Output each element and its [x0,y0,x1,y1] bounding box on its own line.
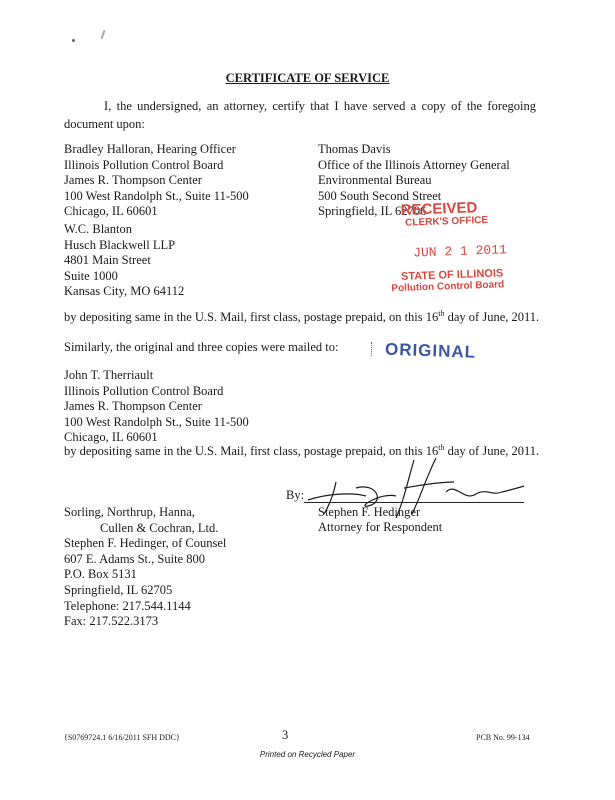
address-line: John T. Therriault [64,368,154,382]
firm-line: Cullen & Cochran, Ltd. [100,520,219,535]
signer-role: Attorney for Respondent [318,520,443,534]
page-title: CERTIFICATE OF SERVICE [225,71,390,85]
firm-line: Sorling, Northrup, Hanna, [64,505,195,519]
stamp-board: Pollution Control Board [391,279,505,295]
clerk-address [64,368,249,446]
address-line: Kansas City, MO 64112 [64,284,185,299]
address-line: James R. Thompson Center [64,173,202,188]
address-line: Chicago, IL 60601 [64,430,158,445]
address-line: 500 South Second Street [318,188,442,203]
address-line: Thomas Davis [318,142,391,156]
signer-name: Stephen F. Hedinger [318,505,421,519]
stamp-state: STATE OF ILLINOIS [400,267,504,283]
intro-paragraph: I, the undersigned, an attorney, certify that I have served a copy of the foregoing document upon: [64,99,536,131]
scan-speck [72,39,75,42]
address-line: 100 West Randolph St., Suite 11-500 [64,188,249,203]
stamp-received: RECEIVED [400,199,478,219]
firm-line: Springfield, IL 62705 [64,582,173,597]
stamp-clerks-office: CLERK'S OFFICE [404,214,489,229]
address-line: Suite 1000 [64,268,118,283]
address-line: Husch Blackwell LLP [64,237,176,252]
footer-doc-id: {S0769724.1 6/16/2011 SFH DDC} [64,733,180,742]
address-line: Bradley Halloran, Hearing Officer [64,142,236,156]
footer-recycled-note: Printed on Recycled Paper [259,750,356,759]
mailing-ordinal: th [438,442,445,452]
signature-by-label: By: [286,488,305,502]
mailing-text-end: day of June, 2011. [444,444,540,458]
original-mark-icon [371,342,382,356]
address-line: Environmental Bureau [318,173,432,188]
address-line: Illinois Pollution Control Board [64,383,224,398]
original-stamp-text: ORIGINAL [384,339,477,362]
footer-case-number: PCB No. 99-134 [476,733,530,742]
mailing-text-end: day of June, 2011. [444,310,540,324]
stamp-date: JUN 2 1 2011 [412,242,508,261]
scan-speck [101,30,106,39]
similarly-statement: Similarly, the original and three copies were mailed to: [64,340,339,354]
address-line: 100 West Randolph St., Suite 11-500 [64,414,249,429]
footer-page-number: 3 [282,728,289,742]
firm-line: Telephone: 217.544.1144 [64,598,191,613]
recipient-block [64,142,249,220]
original-stamp [371,339,477,363]
mailing-statement [64,310,539,326]
firm-line: P.O. Box 5131 [64,567,137,582]
address-line: Illinois Pollution Control Board [64,157,224,172]
address-line: 4801 Main Street [64,253,151,268]
recipient-block [64,222,184,300]
address-line: W.C. Blanton [64,222,132,236]
address-line: James R. Thompson Center [64,399,202,414]
firm-line: 607 E. Adams St., Suite 800 [64,551,205,566]
address-line: Chicago, IL 60601 [64,204,158,219]
received-stamp [388,199,521,294]
firm-line: Stephen F. Hedinger, of Counsel [64,536,227,551]
mailing-ordinal: th [438,308,445,318]
mailing-text: by depositing same in the U.S. Mail, first class, postage prepaid, on this 16 [64,310,439,324]
mailing-text: by depositing same in the U.S. Mail, first class, postage prepaid, on this 16 [64,444,439,458]
firm-block [64,505,226,630]
address-line: Office of the Illinois Attorney General [318,157,510,172]
firm-line: Fax: 217.522.3173 [64,614,159,629]
address-line: Springfield, IL 62706 [318,204,427,219]
